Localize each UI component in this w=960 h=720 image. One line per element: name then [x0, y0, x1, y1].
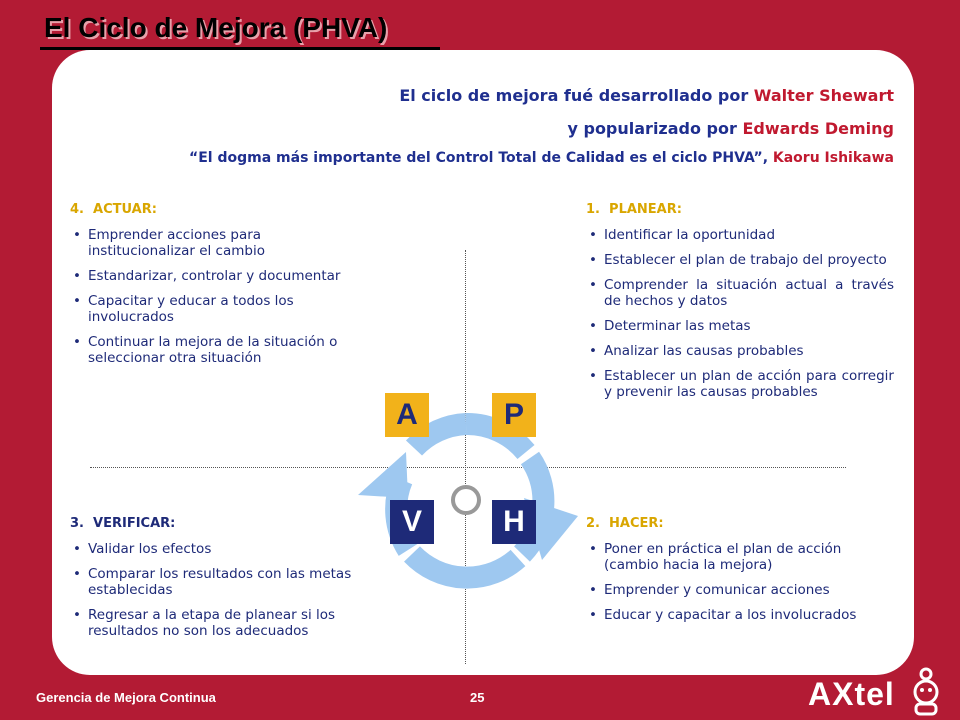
arrow-head-left	[358, 452, 408, 498]
footer-page-number: 25	[470, 690, 485, 705]
list-item: • Educar y capacitar a los involucrados	[586, 607, 886, 623]
section-hacer-heading	[586, 516, 886, 531]
list-item: • Establecer un plan de acción para corregir y prevenir las causas probables	[586, 368, 894, 400]
cycle-box-v: V	[390, 500, 434, 544]
content-panel	[52, 50, 914, 675]
section-verificar-label: VERIFICAR:	[93, 516, 176, 531]
cycle-box-h: H	[492, 500, 536, 544]
section-planear-list	[586, 227, 894, 400]
list-item: • Analizar las causas probables	[586, 343, 894, 359]
section-verificar	[70, 516, 400, 648]
list-item: • Comparar los resultados con las metas establecidas	[70, 566, 400, 598]
list-item: • Estandarizar, controlar y documentar	[70, 268, 360, 284]
intro-name-deming: Edwards Deming	[742, 119, 894, 138]
section-planear-label: PLANEAR:	[609, 202, 682, 217]
footer-department: Gerencia de Mejora Continua	[36, 690, 216, 705]
list-item: • Establecer el plan de trabajo del proyecto	[586, 252, 894, 268]
list-item: • Identificar la oportunidad	[586, 227, 894, 243]
section-verificar-list	[70, 541, 400, 639]
section-hacer-number: 2.	[586, 516, 600, 531]
section-verificar-heading	[70, 516, 400, 531]
cycle-box-p: P	[492, 393, 536, 437]
section-actuar-number: 4.	[70, 202, 84, 217]
section-hacer	[586, 516, 886, 632]
axtel-logo: AXtel	[808, 676, 895, 712]
intro-line-1	[399, 86, 894, 105]
section-planear-heading	[586, 202, 894, 217]
list-item: • Continuar la mejora de la situación o seleccionar otra situación	[70, 334, 360, 366]
list-item: • Validar los efectos	[70, 541, 400, 557]
intro-line-3	[189, 150, 894, 166]
intro-name-ishikawa: Kaoru Ishikawa	[772, 150, 894, 166]
list-item: • Emprender acciones para institucionalizar el cambio	[70, 227, 360, 259]
list-item: • Determinar las metas	[586, 318, 894, 334]
list-item: • Poner en práctica el plan de acción (cambio hacia la mejora)	[586, 541, 886, 573]
intro-line-2	[567, 119, 894, 138]
section-planear	[586, 202, 894, 409]
cycle-center-hub	[453, 487, 479, 513]
list-item: • Regresar a la etapa de planear si los resultados no son los adecuados	[70, 607, 400, 639]
intro-name-shewart: Walter Shewart	[753, 86, 894, 105]
section-hacer-label: HACER:	[609, 516, 664, 531]
list-item: • Emprender y comunicar acciones	[586, 582, 886, 598]
section-verificar-number: 3.	[70, 516, 84, 531]
intro-line-1-text: El ciclo de mejora fué desarrollado por	[399, 86, 754, 105]
cycle-box-a: A	[385, 393, 429, 437]
slide-title: El Ciclo de Mejora (PHVA)	[44, 12, 388, 43]
intro-line-2-text: y popularizado por	[567, 119, 743, 138]
section-actuar-list	[70, 227, 360, 366]
cycle-ring-bottom	[412, 554, 518, 578]
section-actuar-heading	[70, 202, 360, 217]
list-item: • Capacitar y educar a todos los involucrados	[70, 293, 360, 325]
section-actuar	[70, 202, 360, 375]
section-hacer-list	[586, 541, 886, 623]
intro-line-3-text: “El dogma más importante del Control Total de Calidad es el ciclo PHVA”,	[189, 150, 773, 166]
section-actuar-label: ACTUAR:	[93, 202, 157, 217]
section-planear-number: 1.	[586, 202, 600, 217]
list-item: • Comprender la situación actual a través de hechos y datos	[586, 277, 894, 309]
robot-mascot-icon	[906, 666, 946, 716]
